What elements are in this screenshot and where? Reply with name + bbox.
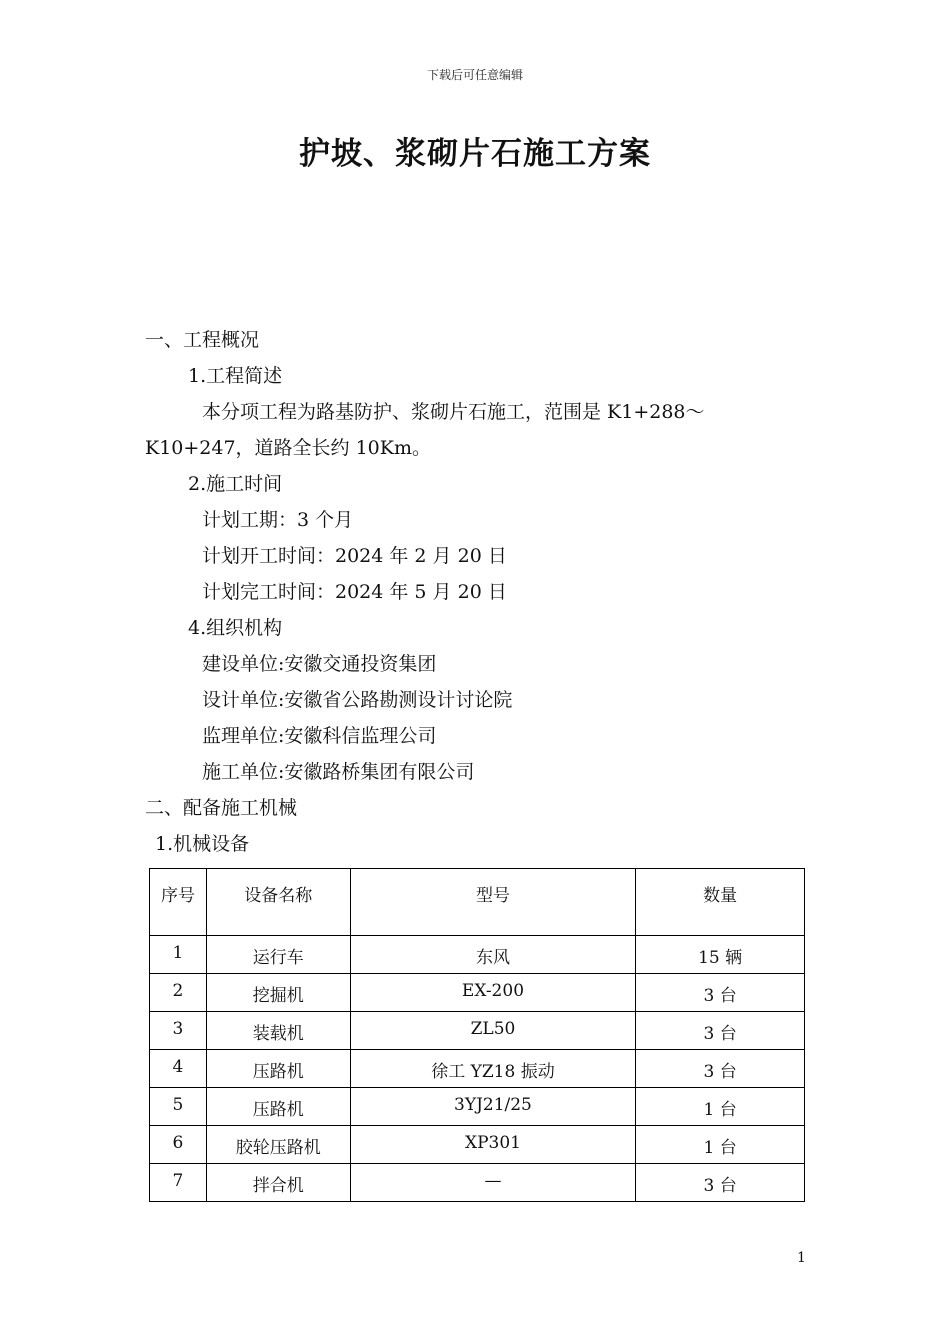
table-row <box>150 1164 805 1202</box>
cell-model: ZL50 <box>350 1012 636 1050</box>
cell-name: 胶轮压路机 <box>206 1126 350 1164</box>
table-header-row <box>150 869 805 936</box>
overview-paragraph-line-2: K10+247，道路全长约 10Km。 <box>145 437 431 459</box>
cell-model: 东风 <box>350 936 636 974</box>
table-row <box>150 1088 805 1126</box>
schedule-start: 计划开工时间：2024 年 2 月 20 日 <box>202 545 507 567</box>
cell-index: 2 <box>150 974 207 1012</box>
equipment-table <box>149 868 805 1202</box>
cell-index: 3 <box>150 1012 207 1050</box>
cell-model: 徐工 YZ18 振动 <box>350 1050 636 1088</box>
cell-quantity: 1 台 <box>636 1126 805 1164</box>
cell-name: 拌合机 <box>206 1164 350 1202</box>
col-header-name: 设备名称 <box>206 869 350 936</box>
section-1-4-heading: 4.组织机构 <box>188 617 283 639</box>
table-row <box>150 1012 805 1050</box>
cell-index: 6 <box>150 1126 207 1164</box>
org-supervisor: 监理单位:安徽科信监理公司 <box>202 725 437 747</box>
cell-name: 压路机 <box>206 1088 350 1126</box>
page-number: 1 <box>797 1250 806 1266</box>
cell-model: — <box>350 1164 636 1202</box>
cell-name: 运行车 <box>206 936 350 974</box>
section-1-1-heading: 1.工程简述 <box>188 365 283 387</box>
cell-index: 1 <box>150 936 207 974</box>
cell-model: 3YJ21/25 <box>350 1088 636 1126</box>
document-title: 护坡、浆砌片石施工方案 <box>299 136 651 172</box>
table-row <box>150 1126 805 1164</box>
col-header-quantity: 数量 <box>636 869 805 936</box>
org-contractor: 施工单位:安徽路桥集团有限公司 <box>202 761 475 783</box>
schedule-duration: 计划工期：3 个月 <box>202 509 354 531</box>
cell-index: 7 <box>150 1164 207 1202</box>
col-header-model: 型号 <box>350 869 636 936</box>
table-row <box>150 974 805 1012</box>
section-1-2-heading: 2.施工时间 <box>188 473 283 495</box>
org-owner: 建设单位:安徽交通投资集团 <box>202 653 437 675</box>
cell-name: 挖掘机 <box>206 974 350 1012</box>
schedule-end: 计划完工时间：2024 年 5 月 20 日 <box>202 581 507 603</box>
cell-quantity: 15 辆 <box>636 936 805 974</box>
cell-model: EX-200 <box>350 974 636 1012</box>
section-2-1-heading: 1.机械设备 <box>155 833 250 855</box>
cell-name: 压路机 <box>206 1050 350 1088</box>
section-1-heading: 一、工程概况 <box>145 329 260 351</box>
cell-index: 4 <box>150 1050 207 1088</box>
cell-quantity: 3 台 <box>636 1012 805 1050</box>
cell-quantity: 3 台 <box>636 974 805 1012</box>
cell-quantity: 3 台 <box>636 1050 805 1088</box>
org-designer: 设计单位:安徽省公路勘测设计讨论院 <box>202 689 513 711</box>
section-2-heading: 二、配备施工机械 <box>145 797 298 819</box>
cell-index: 5 <box>150 1088 207 1126</box>
cell-name: 装载机 <box>206 1012 350 1050</box>
cell-quantity: 1 台 <box>636 1088 805 1126</box>
header-note: 下载后可任意编辑 <box>426 68 523 82</box>
table-row <box>150 936 805 974</box>
overview-paragraph-line-1: 本分项工程为路基防护、浆砌片石施工，范围是 K1+288～ <box>202 401 705 423</box>
cell-quantity: 3 台 <box>636 1164 805 1202</box>
col-header-index: 序号 <box>150 869 207 936</box>
cell-model: XP301 <box>350 1126 636 1164</box>
table-row <box>150 1050 805 1088</box>
